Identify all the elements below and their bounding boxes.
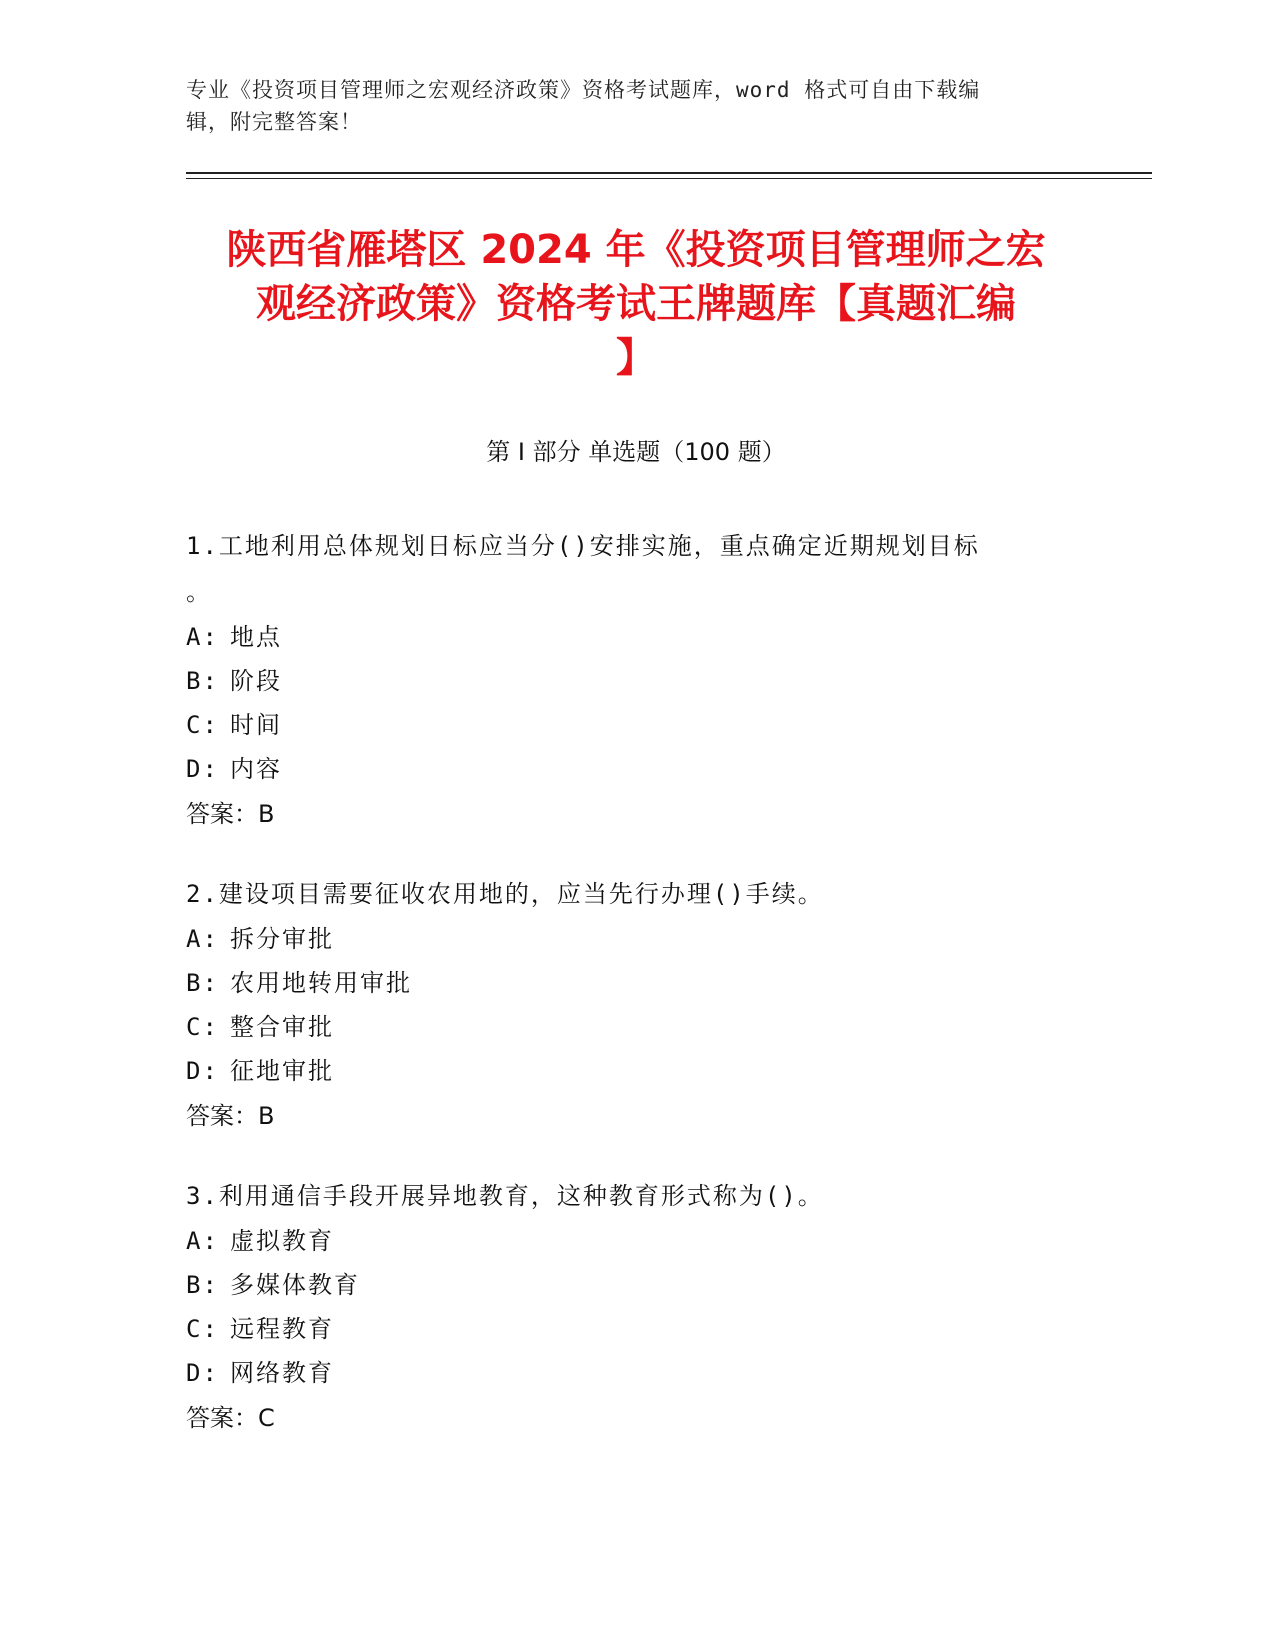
- option-c: [186, 1005, 1066, 1049]
- question-list: [186, 523, 1066, 1475]
- question-stem: 1.工地利用总体规划日标应当分()安排实施，重点确定近期规划目标: [186, 532, 980, 560]
- option-text: 时间: [230, 711, 282, 739]
- option-text: 网络教育: [230, 1359, 334, 1387]
- option-text: 征地审批: [230, 1057, 334, 1085]
- header-divider-thick: [186, 172, 1152, 174]
- document-title: [186, 223, 1086, 385]
- option-label: D:: [186, 1359, 219, 1387]
- document-title-line: 】: [616, 335, 656, 381]
- header-note: [186, 74, 1066, 138]
- question-stem: 3.利用通信手段开展异地教育，这种教育形式称为()。: [186, 1182, 824, 1210]
- answer-line: 答案：B: [186, 1102, 275, 1130]
- question-item: [186, 1173, 1066, 1441]
- answer-line: 答案：C: [186, 1404, 275, 1432]
- option-label: C:: [186, 711, 219, 739]
- option-label: A:: [186, 925, 219, 953]
- option-d: [186, 1351, 1066, 1395]
- option-text: 地点: [230, 623, 282, 651]
- option-a: [186, 917, 1066, 961]
- question-stem: 2.建设项目需要征收农用地的，应当先行办理()手续。: [186, 880, 824, 908]
- option-label: A:: [186, 1227, 219, 1255]
- option-text: 拆分审批: [230, 925, 334, 953]
- option-text: 虚拟教育: [230, 1227, 334, 1255]
- option-c: [186, 1307, 1066, 1351]
- option-text: 内容: [230, 755, 282, 783]
- question-item: [186, 523, 1066, 837]
- question-stem-continuation: 。: [186, 578, 212, 606]
- option-label: A:: [186, 623, 219, 651]
- option-b: [186, 659, 1066, 703]
- document-title-line: 陕西省雁塔区 2024 年《投资项目管理师之宏: [226, 227, 1046, 273]
- header-divider-thin: [186, 178, 1152, 179]
- option-label: C:: [186, 1315, 219, 1343]
- option-label: B:: [186, 969, 219, 997]
- option-label: C:: [186, 1013, 219, 1041]
- option-text: 农用地转用审批: [230, 969, 412, 997]
- option-d: [186, 747, 1066, 791]
- option-a: [186, 615, 1066, 659]
- option-b: [186, 1263, 1066, 1307]
- option-c: [186, 703, 1066, 747]
- option-b: [186, 961, 1066, 1005]
- option-label: B:: [186, 667, 219, 695]
- option-label: D:: [186, 1057, 219, 1085]
- option-text: 整合审批: [230, 1013, 334, 1041]
- option-text: 阶段: [230, 667, 282, 695]
- option-text: 多媒体教育: [230, 1271, 360, 1299]
- option-d: [186, 1049, 1066, 1093]
- section-heading: 第 I 部分 单选题（100 题）: [486, 438, 786, 466]
- header-note-line: 辑，附完整答案！: [186, 110, 362, 134]
- option-label: D:: [186, 755, 219, 783]
- option-a: [186, 1219, 1066, 1263]
- header-note-line: 专业《投资项目管理师之宏观经济政策》资格考试题库，word 格式可自由下载编: [186, 78, 981, 102]
- answer-line: 答案：B: [186, 800, 275, 828]
- option-text: 远程教育: [230, 1315, 334, 1343]
- option-label: B:: [186, 1271, 219, 1299]
- document-title-line: 观经济政策》资格考试王牌题库【真题汇编: [256, 281, 1016, 327]
- question-item: [186, 871, 1066, 1139]
